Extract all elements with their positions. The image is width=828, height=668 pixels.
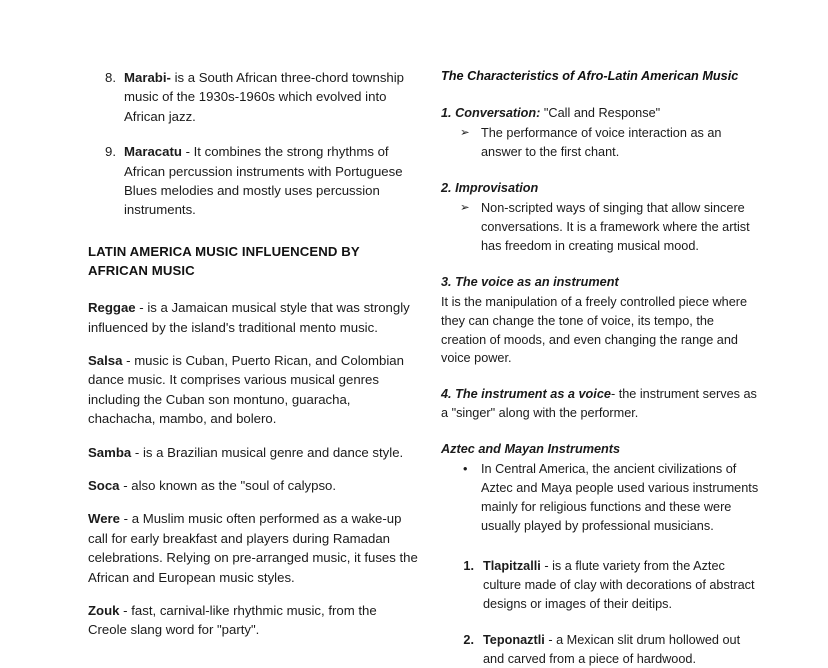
- genre-entry-reggae: [88, 298, 418, 337]
- genre-entry-were: [88, 509, 418, 587]
- genre-description: - fast, carnival-like rhythmic music, from the Creole slang word for "party".: [88, 603, 377, 638]
- african-music-numbered-list: [88, 68, 418, 220]
- list-item: [88, 142, 418, 220]
- instrument-description: - a Mexican slit drum hollowed out and carved from a piece of hardwood.: [483, 632, 741, 666]
- bullet-text: Non-scripted ways of singing that allow sincere conversations. It is a framework where the artist has freedom in creating musical mood.: [481, 201, 750, 253]
- list-number: 8.: [105, 70, 116, 85]
- genre-term: Soca: [88, 477, 120, 493]
- genre-term: Reggae: [88, 300, 136, 316]
- characteristic-heading-bold: 3. The voice as an instrument: [441, 274, 619, 289]
- characteristic-heading: [441, 273, 761, 291]
- aztec-section-heading-text: Aztec and Mayan Instruments: [441, 441, 621, 456]
- section-heading-latin-america: LATIN AMERICA MUSIC INFLUENCEND BY AFRICAN MUSIC: [88, 243, 360, 278]
- genre-term: Were: [88, 511, 121, 527]
- list-item: [441, 557, 761, 613]
- list-number: 2.: [463, 632, 474, 647]
- instrument-description: - is a flute variety from the Aztec culture made of clay with decorations of abstract designs or images of their deitips.: [483, 559, 755, 611]
- arrow-bullet-icon: ➢: [460, 126, 470, 139]
- characteristic-heading-bold: 2. Improvisation: [441, 180, 539, 195]
- list-item: [88, 68, 418, 126]
- bullet-text: In Central America, the ancient civilizations of Aztec and Maya people used various instruments mainly for religious functions and these were usually played by professional musicians.: [481, 462, 759, 533]
- aztec-instruments-list: [441, 557, 761, 668]
- genre-term: Zouk: [88, 603, 120, 618]
- list-number: 1.: [463, 559, 474, 574]
- left-column: [88, 68, 418, 640]
- characteristic-bullets: [441, 124, 761, 162]
- characteristic-improvisation: [441, 179, 761, 256]
- characteristic-heading: [441, 104, 761, 122]
- characteristic-heading: [441, 179, 761, 197]
- genre-entry-salsa: [88, 351, 418, 429]
- aztec-intro-bullets: [441, 460, 761, 535]
- list-item: [441, 199, 761, 255]
- characteristic-conversation: [441, 104, 761, 162]
- characteristic-heading: [441, 385, 761, 423]
- bullet-text: The performance of voice interaction as an answer to the first chant.: [481, 126, 722, 159]
- characteristic-body: It is the manipulation of a freely controlled piece where they can change the tone of voice, its tempo, the creation of moods, and even changing the range and voice power.: [441, 294, 748, 366]
- genre-term: Samba: [88, 444, 132, 460]
- section-title-characteristics: The Characteristics of Afro-Latin American Music: [441, 69, 739, 83]
- characteristic-heading-bold: 4. The instrument as a voice: [441, 387, 611, 402]
- list-term: Maracatu: [124, 144, 182, 160]
- genre-entry-soca: [88, 476, 418, 495]
- characteristic-heading-rest: - the instrument serves as a "singer" along with the performer.: [441, 387, 757, 420]
- list-item: [441, 631, 761, 668]
- characteristic-instrument-as-voice: [441, 385, 761, 423]
- characteristic-voice-as-instrument: [441, 273, 761, 369]
- list-item: [441, 460, 761, 535]
- genre-description: - also known as the "soul of calypso.: [119, 477, 337, 493]
- dot-bullet-icon: •: [463, 462, 468, 477]
- list-number: 9.: [105, 144, 116, 160]
- genre-term: Salsa: [88, 352, 123, 368]
- list-item: [441, 124, 761, 162]
- list-text: is a South African three-chord township music of the 1930s-1960s which evolved into African jazz.: [124, 70, 405, 124]
- characteristic-bullets: [441, 199, 761, 255]
- genre-description: - is a Brazilian musical genre and dance style.: [131, 444, 404, 460]
- list-text: - It combines the strong rhythms of African percussion instruments with Portuguese Blues melodies and mostly uses percussion instruments.: [124, 144, 403, 218]
- aztec-mayan-section: [441, 440, 761, 536]
- list-term: Marabi-: [124, 70, 171, 85]
- instrument-term: Tlapitzalli: [483, 559, 541, 574]
- genre-description: - music is Cuban, Puerto Rican, and Colombian dance music. It comprises various musical genres including the Cuban son montuno, guaracha, chachacha, mambo, and bolero.: [88, 352, 404, 427]
- aztec-section-heading: [441, 440, 761, 458]
- arrow-bullet-icon: ➢: [460, 201, 470, 214]
- genre-entry-zouk: [88, 601, 418, 640]
- genre-description: - is a Jamaican musical style that was strongly influenced by the island's traditional mento music.: [88, 300, 410, 335]
- two-column-layout: [0, 68, 828, 668]
- genre-entry-samba: [88, 443, 418, 462]
- characteristic-heading-rest: "Call and Response": [540, 105, 661, 120]
- instrument-term: Teponaztli: [483, 632, 545, 647]
- genre-description: - a Muslim music often performed as a wake-up call for early breakfast and players during Ramadan celebrations. Relying on pre-arranged music, it fuses the African and European music styles.: [88, 511, 418, 585]
- right-column: [441, 68, 761, 668]
- characteristic-heading-bold: 1. Conversation:: [441, 105, 541, 120]
